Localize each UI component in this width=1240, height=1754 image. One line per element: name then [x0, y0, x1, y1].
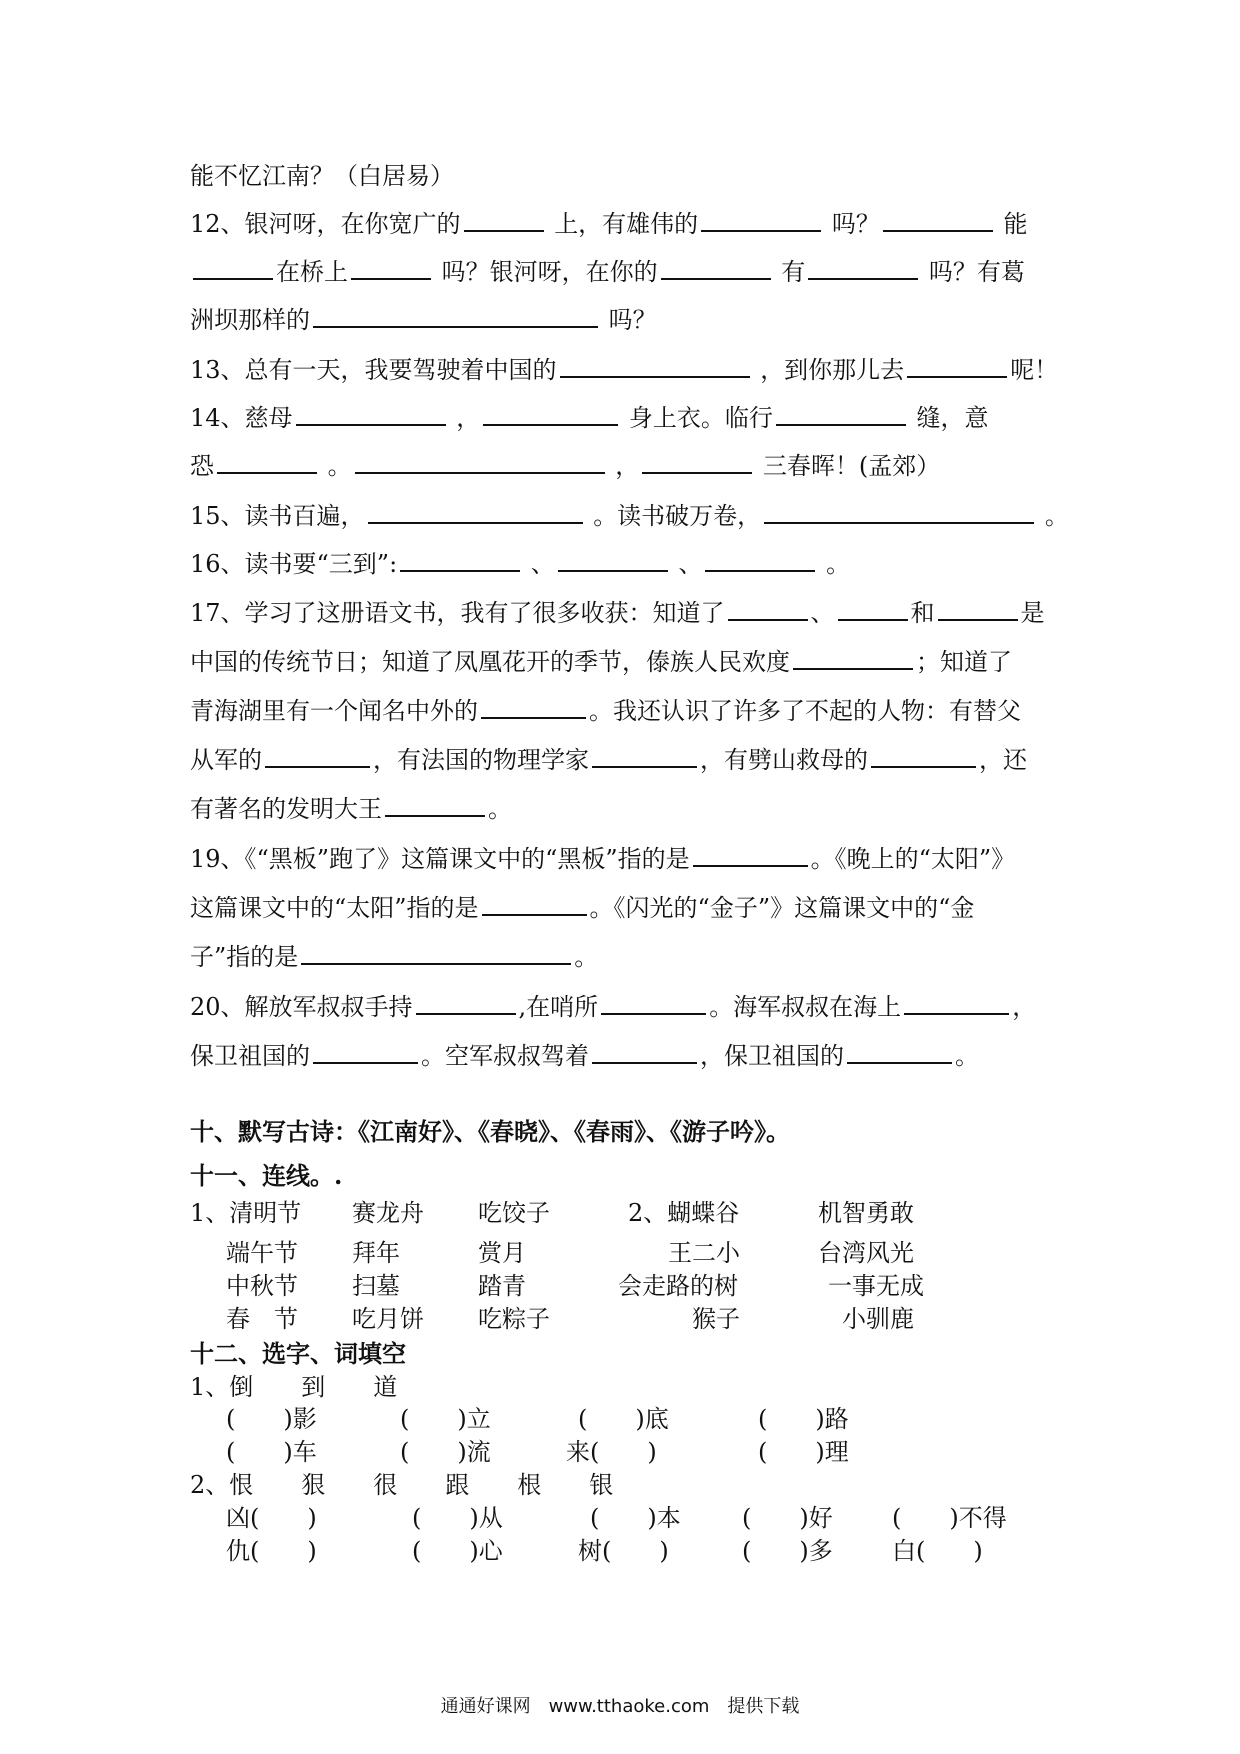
question-20-line-1: 20、解放军叔叔手持 ,在哨所 。海军叔叔在海上 ， [190, 993, 1037, 1021]
match-item[interactable]: 扫墓 [352, 1272, 400, 1300]
answer-blank[interactable] [355, 452, 605, 474]
match-item[interactable]: 小驯鹿 [842, 1305, 914, 1333]
question-19-line-3: 子”指的是 。 [190, 943, 599, 971]
match-item[interactable]: 拜年 [352, 1239, 400, 1267]
answer-blank[interactable] [385, 795, 485, 817]
fill-item[interactable]: 仇( ) [226, 1537, 317, 1565]
answer-blank[interactable] [693, 845, 808, 867]
answer-blank[interactable] [776, 404, 906, 426]
question-17-line-5: 有著名的发明大王 。 [190, 795, 512, 823]
answer-blank[interactable] [301, 943, 571, 965]
answer-blank[interactable] [296, 404, 446, 426]
question-14-line-1: 14、慈母 ， 身上衣。临行 缝，意 [190, 404, 989, 432]
fill-item[interactable]: ( )从 [412, 1504, 503, 1532]
answer-blank[interactable] [351, 258, 431, 280]
question-13: 13、总有一天，我要驾驶着中国的 ，到你那儿去 呢！ [190, 356, 1059, 384]
answer-blank[interactable] [642, 452, 752, 474]
answer-blank[interactable] [883, 210, 993, 232]
match-item[interactable]: 台湾风光 [818, 1239, 914, 1267]
question-19-line-1: 19、《“黑板”跑了》这篇课文中的“黑板”指的是 。《晚上的“太阳”》 [190, 845, 1016, 873]
answer-blank[interactable] [907, 356, 1007, 378]
answer-blank[interactable] [400, 550, 520, 572]
fill-item[interactable]: ( )理 [758, 1438, 849, 1466]
answer-blank[interactable] [938, 599, 1018, 621]
match-item[interactable]: 赛龙舟 [352, 1199, 424, 1227]
fill-item[interactable]: ( )多 [742, 1537, 833, 1565]
poem-ending-line: 能不忆江南？（白居易） [190, 162, 454, 190]
answer-blank[interactable] [217, 452, 317, 474]
match-item[interactable]: 机智勇敢 [818, 1199, 914, 1227]
match-item[interactable]: 王二小 [668, 1239, 740, 1267]
section-10-heading: 十、默写古诗：《江南好》、《春晓》、《春雨》、《游子吟》。 [190, 1117, 790, 1146]
fill-item[interactable]: ( )车 [226, 1438, 317, 1466]
fill-item[interactable]: ( )底 [578, 1405, 669, 1433]
match-item[interactable]: 2、蝴蝶谷 [628, 1199, 740, 1227]
answer-blank[interactable] [265, 746, 370, 768]
match-item[interactable]: 吃月饼 [352, 1305, 424, 1333]
question-12-line-3: 洲坝那样的 吗？ [190, 306, 657, 334]
answer-blank[interactable] [416, 993, 516, 1015]
match-item[interactable]: 吃饺子 [478, 1199, 550, 1227]
answer-blank[interactable] [313, 306, 598, 328]
answer-blank[interactable] [481, 697, 586, 719]
answer-blank[interactable] [661, 258, 771, 280]
char-options: 2、恨 狠 很 跟 根 银 [190, 1471, 614, 1499]
match-item[interactable]: 踏青 [478, 1272, 526, 1300]
char-options: 1、倒 到 道 [190, 1373, 398, 1401]
answer-blank[interactable] [904, 993, 1009, 1015]
question-17-line-1: 17、学习了这册语文书，我有了很多收获：知道了 、 和 是 [190, 599, 1045, 627]
match-item[interactable]: 会走路的树 [618, 1272, 738, 1300]
match-item[interactable]: 端午节 [226, 1239, 298, 1267]
fill-item[interactable]: ( )立 [400, 1405, 491, 1433]
question-12-line-1: 12、银河呀，在你宽广的 上，有雄伟的 吗？ 能 [190, 210, 1028, 238]
fill-item[interactable]: ( )影 [226, 1405, 317, 1433]
fill-item[interactable]: 白( ) [892, 1537, 983, 1565]
answer-blank[interactable] [871, 746, 976, 768]
fill-item[interactable]: ( )路 [758, 1405, 849, 1433]
answer-blank[interactable] [193, 258, 273, 280]
fill-item[interactable]: 来( ) [566, 1438, 657, 1466]
match-item[interactable]: 赏月 [478, 1239, 526, 1267]
question-20-line-2: 保卫祖国的 。空军叔叔驾着 ，保卫祖国的 。 [190, 1042, 979, 1070]
match-item[interactable]: 吃粽子 [478, 1305, 550, 1333]
section-11-heading: 十一、连线。. [190, 1161, 343, 1190]
answer-blank[interactable] [560, 356, 750, 378]
answer-blank[interactable] [838, 599, 908, 621]
answer-blank[interactable] [793, 648, 913, 670]
fill-item[interactable]: ( )本 [590, 1504, 681, 1532]
answer-blank[interactable] [592, 1042, 697, 1064]
answer-blank[interactable] [808, 258, 918, 280]
match-item[interactable]: 春 节 [226, 1305, 298, 1333]
fill-item[interactable]: ( )流 [400, 1438, 491, 1466]
answer-blank[interactable] [728, 599, 808, 621]
question-17-line-4: 从军的 ，有法国的物理学家 ，有劈山救母的 ，还 [190, 746, 1027, 774]
answer-blank[interactable] [482, 894, 587, 916]
answer-blank[interactable] [368, 502, 583, 524]
answer-blank[interactable] [464, 210, 544, 232]
answer-blank[interactable] [313, 1042, 418, 1064]
fill-item[interactable]: ( )好 [742, 1504, 833, 1532]
answer-blank[interactable] [847, 1042, 952, 1064]
answer-blank[interactable] [558, 550, 668, 572]
fill-item[interactable]: ( )心 [412, 1537, 503, 1565]
fill-item[interactable]: 凶( ) [226, 1504, 317, 1532]
answer-blank[interactable] [483, 404, 618, 426]
fill-item[interactable]: 树( ) [578, 1537, 669, 1565]
question-12-line-2: 在桥上 吗？银河呀，在你的 有 吗？有葛 [190, 256, 1060, 288]
question-14-line-2: 恐 。 ， 三春晖！(孟郊） [190, 452, 941, 480]
page-footer: 通通好课网 www.tthaoke.com 提供下载 [440, 1696, 800, 1717]
match-item[interactable]: 猴子 [692, 1305, 740, 1333]
question-16: 16、读书要“三到”: 、 、 。 [190, 550, 851, 578]
answer-blank[interactable] [592, 746, 697, 768]
question-19-line-2: 这篇课文中的“太阳”指的是 。《闪光的“金子”》这篇课文中的“金 [190, 894, 975, 922]
answer-blank[interactable] [705, 550, 815, 572]
answer-blank[interactable] [601, 993, 706, 1015]
question-17-line-3: 青海湖里有一个闻名中外的 。我还认识了许多了不起的人物：有替父 [190, 697, 1021, 725]
question-15: 15、读书百遍， 。读书破万卷， 。 [190, 502, 1069, 530]
answer-blank[interactable] [701, 210, 821, 232]
answer-blank[interactable] [764, 502, 1034, 524]
section-12-heading: 十二、选字、词填空 [190, 1339, 406, 1368]
question-17-line-2: 中国的传统节日；知道了凤凰花开的季节，傣族人民欢度 ；知道了 [190, 648, 1012, 676]
match-item[interactable]: 中秋节 [226, 1272, 298, 1300]
match-item[interactable]: 1、清明节 [190, 1199, 302, 1227]
match-item[interactable]: 一事无成 [828, 1272, 924, 1300]
fill-item[interactable]: ( )不得 [892, 1504, 1007, 1532]
